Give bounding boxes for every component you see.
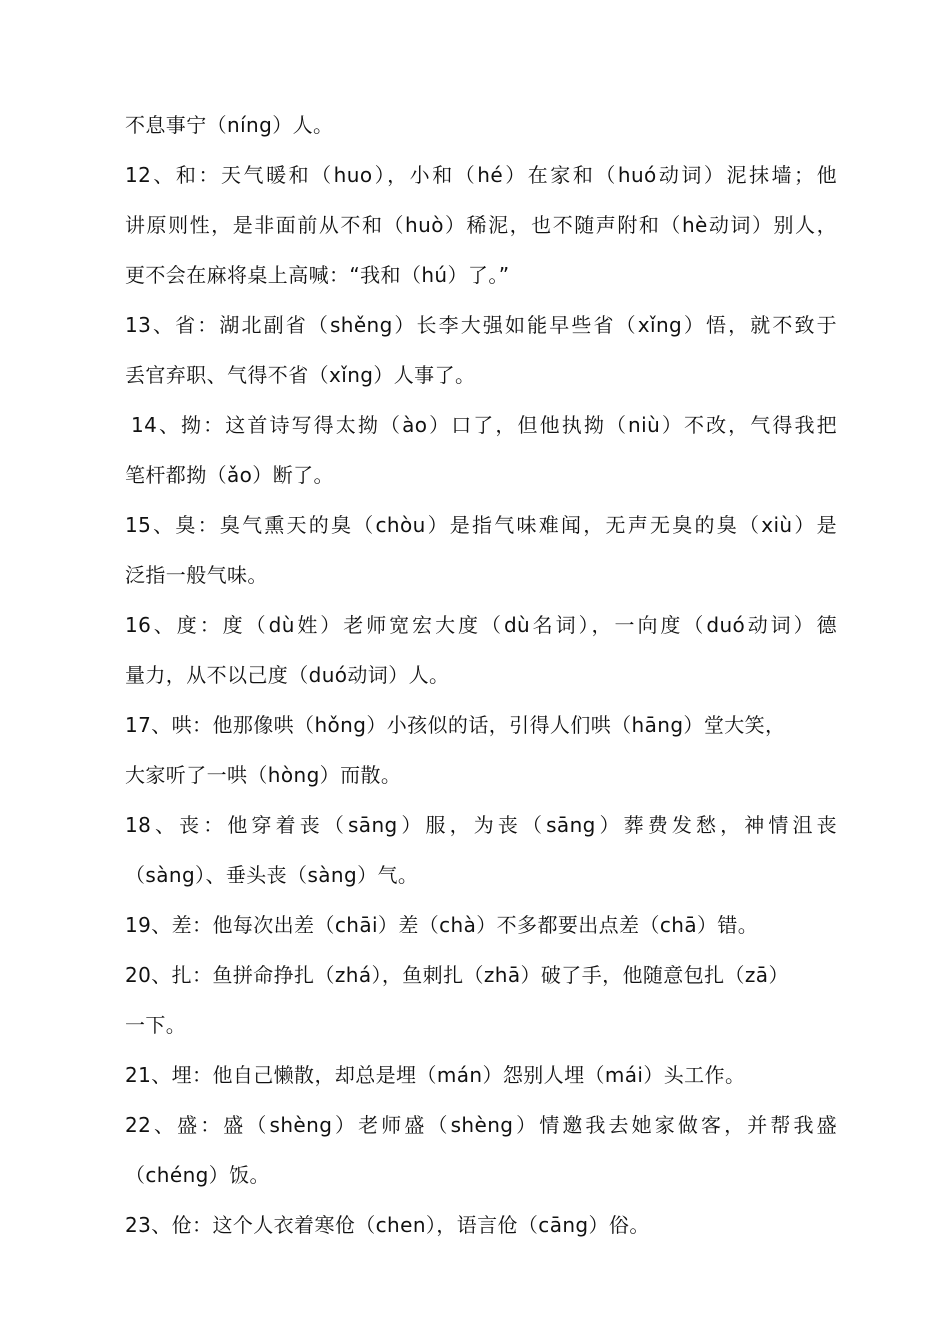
text-line: 笔杆都拗（ǎo）断了。 xyxy=(125,463,334,487)
text-line: 量力，从不以己度（duó动词）人。 xyxy=(125,663,450,687)
text-line: 不息事宁（níng）人。 xyxy=(125,113,334,137)
text-line: （sàng）、垂头丧（sàng）气。 xyxy=(125,863,419,887)
text-line: 20、扎：鱼拼命挣扎（zhá），鱼刺扎（zhā）破了手，他随意包扎（zā） xyxy=(125,963,789,987)
text-line: 13、省：湖北副省（shěng）长李大强如能早些省（xǐng）悟，就不致于 xyxy=(125,313,837,337)
text-line: 22、盛：盛（shèng）老师盛（shèng）情邀我去她家做客，并帮我盛 xyxy=(125,1113,837,1137)
text-line: （chéng）饭。 xyxy=(125,1163,270,1187)
text-line: 一下。 xyxy=(125,1013,187,1037)
text-line: 23、伧：这个人衣着寒伧（chen），语言伧（cāng）俗。 xyxy=(125,1213,650,1237)
text-line: 17、哄：他那像哄（hǒng）小孩似的话，引得人们哄（hāng）堂大笑， xyxy=(125,713,786,737)
text-line: 丢官弃职、气得不省（xǐng）人事了。 xyxy=(125,363,476,387)
text-line: 泛指一般气味。 xyxy=(125,563,268,587)
text-line: 21、埋：他自己懒散，却总是埋（mán）怨别人埋（mái）头工作。 xyxy=(125,1063,746,1087)
text-line: 12、和：天气暖和（huo），小和（hé）在家和（huó动词）泥抹墙；他 xyxy=(125,163,837,187)
text-line: 大家听了一哄（hòng）而散。 xyxy=(125,763,402,787)
document-body xyxy=(125,100,837,1250)
text-line: 14、拗：这首诗写得太拗（ào）口了，但他执拗（niù）不改，气得我把 xyxy=(131,413,837,437)
text-line: 19、差：他每次出差（chāi）差（chà）不多都要出点差（chā）错。 xyxy=(125,913,759,937)
text-line: 18、丧：他穿着丧（sāng）服，为丧（sāng）葬费发愁，神情沮丧 xyxy=(125,813,837,837)
text-line: 16、度：度（dù姓）老师宽宏大度（dù名词），一向度（duó动词）德 xyxy=(125,613,837,637)
text-line: 讲原则性，是非面前从不和（huò）稀泥，也不随声附和（hè动词）别人， xyxy=(125,213,837,237)
text-line: 更不会在麻将桌上高喊：“我和（hú）了。” xyxy=(125,263,510,287)
text-line: 15、臭：臭气熏天的臭（chòu）是指气味难闻，无声无臭的臭（xiù）是 xyxy=(125,513,837,537)
